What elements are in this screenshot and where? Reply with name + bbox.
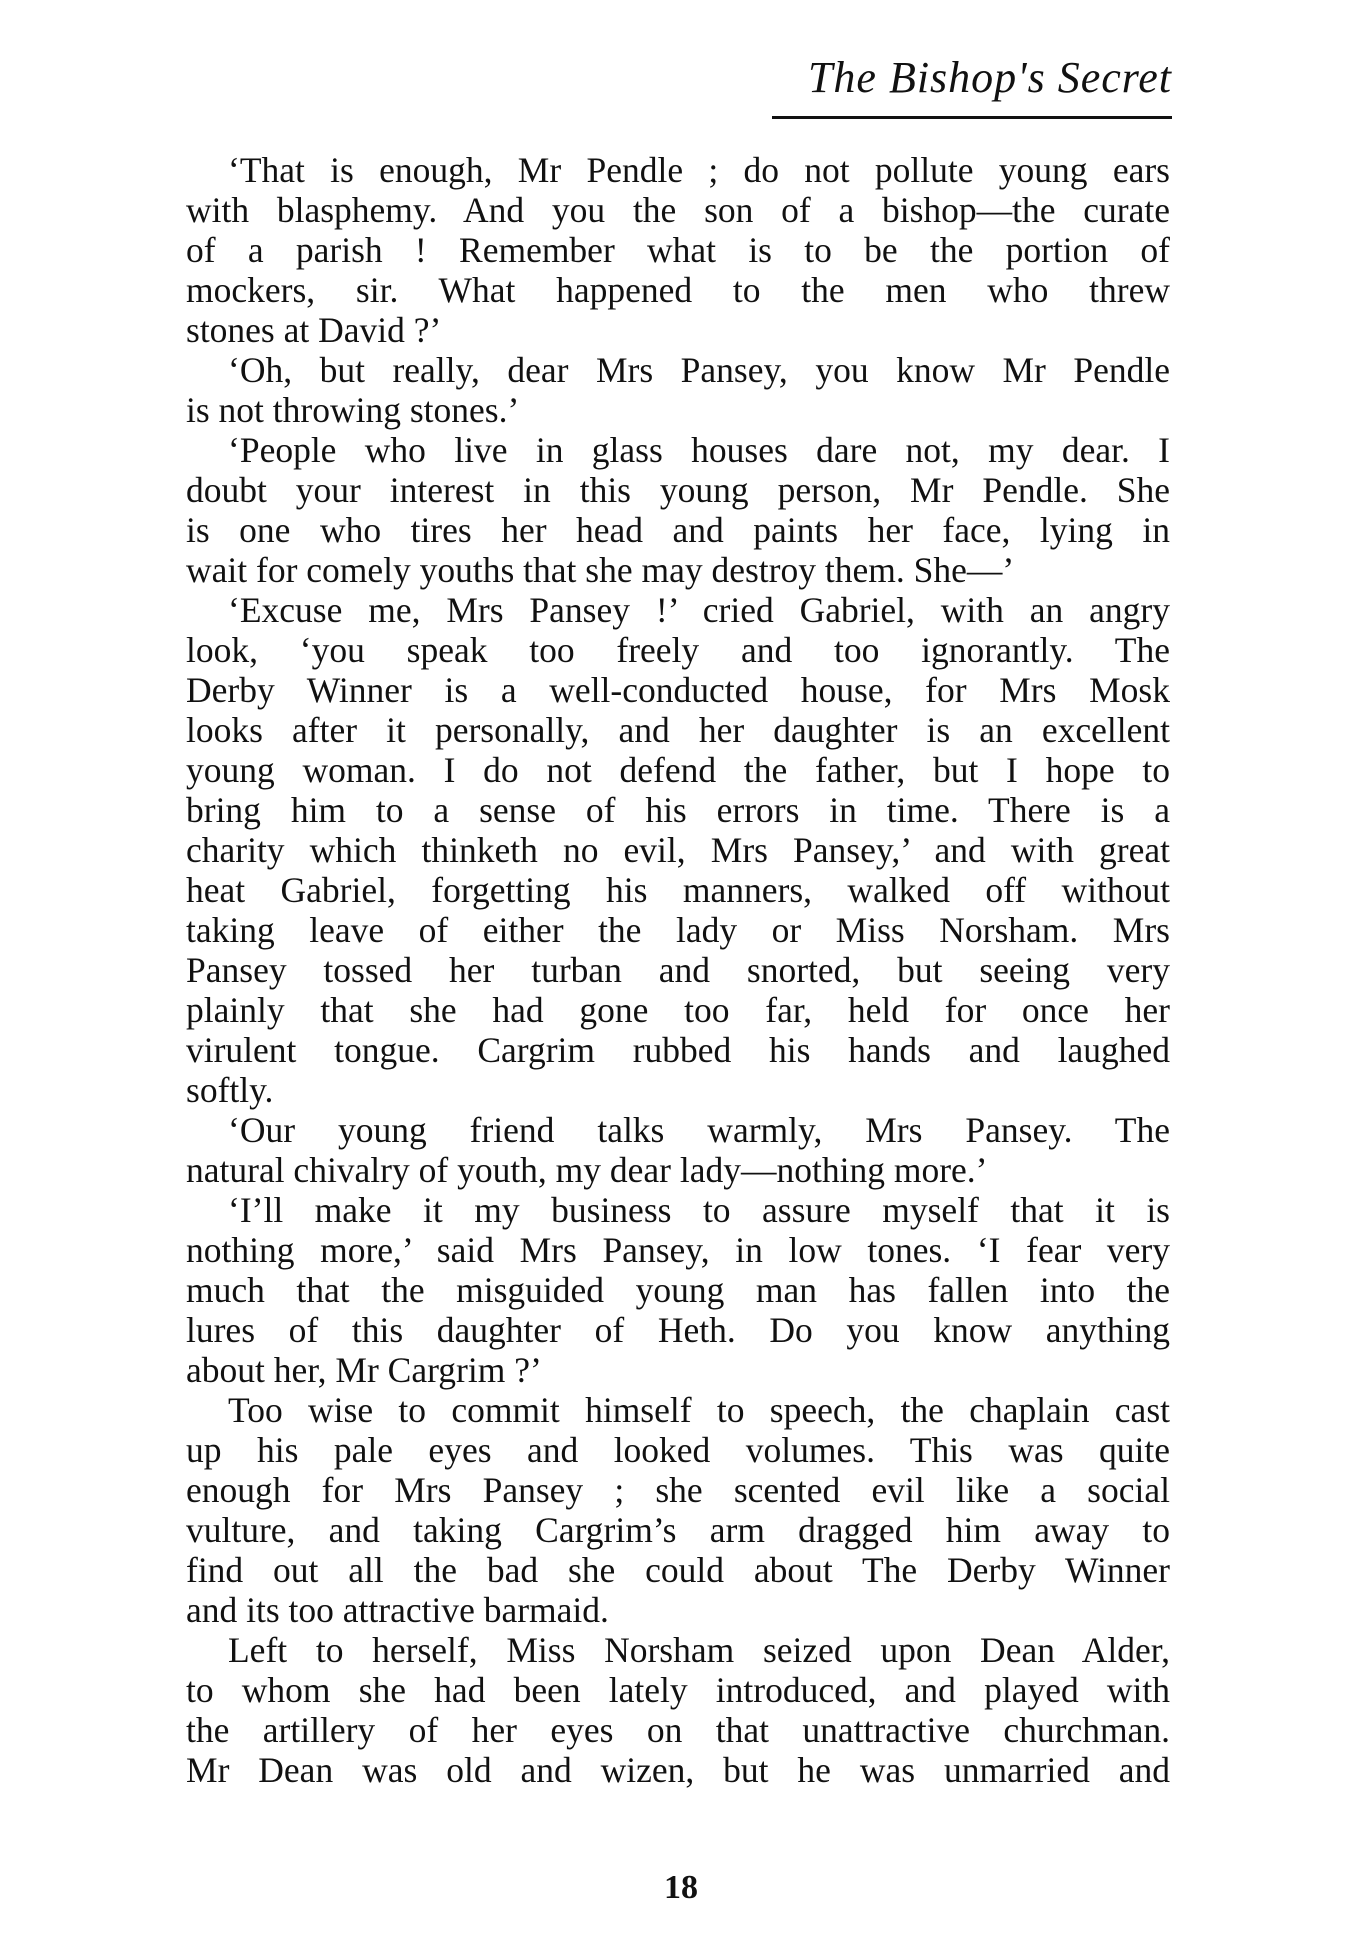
text-line: charity which thinketh no evil, Mrs Pansey,’ and with great <box>186 830 1170 870</box>
text-line: up his pale eyes and looked volumes. This was quite <box>186 1430 1170 1470</box>
text-line: ‘That is enough, Mr Pendle ; do not pollute young ears <box>228 150 1170 190</box>
text-line: Derby Winner is a well-conducted house, for Mrs Mosk <box>186 670 1170 710</box>
text-line: bring him to a sense of his errors in time. There is a <box>186 790 1170 830</box>
text-line: plainly that she had gone too far, held for once her <box>186 990 1170 1030</box>
text-line: mockers, sir. What happened to the men who threw <box>186 270 1170 310</box>
text-line: is one who tires her head and paints her face, lying in <box>186 510 1170 550</box>
page-body <box>186 150 1170 1790</box>
header-rule <box>772 116 1172 119</box>
text-line: young woman. I do not defend the father, but I hope to <box>186 750 1170 790</box>
text-line: is not throwing stones.’ <box>186 390 520 430</box>
text-line: with blasphemy. And you the son of a bishop—the curate <box>186 190 1170 230</box>
paragraph <box>186 350 1170 430</box>
text-line: vulture, and taking Cargrim’s arm dragged him away to <box>186 1510 1170 1550</box>
text-line: about her, Mr Cargrim ?’ <box>186 1350 542 1390</box>
text-line: of a parish ! Remember what is to be the portion of <box>186 230 1170 270</box>
text-line: find out all the bad she could about The Derby Winner <box>186 1550 1170 1590</box>
text-line: looks after it personally, and her daughter is an excellent <box>186 710 1170 750</box>
text-line: taking leave of either the lady or Miss Norsham. Mrs <box>186 910 1170 950</box>
text-line: natural chivalry of youth, my dear lady—nothing more.’ <box>186 1150 988 1190</box>
text-line: look, ‘you speak too freely and too ignorantly. The <box>186 630 1170 670</box>
text-line: ‘People who live in glass houses dare not, my dear. I <box>228 430 1170 470</box>
text-line: much that the misguided young man has fallen into the <box>186 1270 1170 1310</box>
paragraph <box>186 1630 1170 1790</box>
paragraph <box>186 1110 1170 1190</box>
text-line: stones at David ?’ <box>186 310 442 350</box>
paragraph <box>186 1190 1170 1390</box>
text-line: ‘Oh, but really, dear Mrs Pansey, you know Mr Pendle <box>228 350 1170 390</box>
paragraph <box>186 150 1170 350</box>
text-line: nothing more,’ said Mrs Pansey, in low tones. ‘I fear very <box>186 1230 1170 1270</box>
paragraph <box>186 1390 1170 1630</box>
text-line: Pansey tossed her turban and snorted, but seeing very <box>186 950 1170 990</box>
text-line: lures of this daughter of Heth. Do you know anything <box>186 1310 1170 1350</box>
text-line: doubt your interest in this young person, Mr Pendle. She <box>186 470 1170 510</box>
text-line: Too wise to commit himself to speech, the chaplain cast <box>228 1390 1170 1430</box>
running-title: The Bishop's Secret <box>807 53 1172 102</box>
text-line: the artillery of her eyes on that unattractive churchman. <box>186 1710 1170 1750</box>
text-line: heat Gabriel, forgetting his manners, walked off without <box>186 870 1170 910</box>
text-line: enough for Mrs Pansey ; she scented evil like a social <box>186 1470 1170 1510</box>
running-header <box>760 52 1172 124</box>
text-line: ‘Excuse me, Mrs Pansey !’ cried Gabriel, with an angry <box>228 590 1170 630</box>
text-line: Left to herself, Miss Norsham seized upon Dean Alder, <box>228 1630 1170 1670</box>
text-line: softly. <box>186 1070 274 1110</box>
paragraph <box>186 430 1170 590</box>
text-line: ‘I’ll make it my business to assure myself that it is <box>228 1190 1170 1230</box>
text-line: Mr Dean was old and wizen, but he was unmarried and <box>186 1750 1170 1790</box>
text-line: and its too attractive barmaid. <box>186 1590 609 1630</box>
text-line: to whom she had been lately introduced, and played with <box>186 1670 1170 1710</box>
page-number: 18 <box>664 1869 698 1906</box>
text-line: wait for comely youths that she may destroy them. She—’ <box>186 550 1015 590</box>
paragraph <box>186 590 1170 1110</box>
text-line: ‘Our young friend talks warmly, Mrs Pansey. The <box>228 1110 1170 1150</box>
text-line: virulent tongue. Cargrim rubbed his hands and laughed <box>186 1030 1170 1070</box>
